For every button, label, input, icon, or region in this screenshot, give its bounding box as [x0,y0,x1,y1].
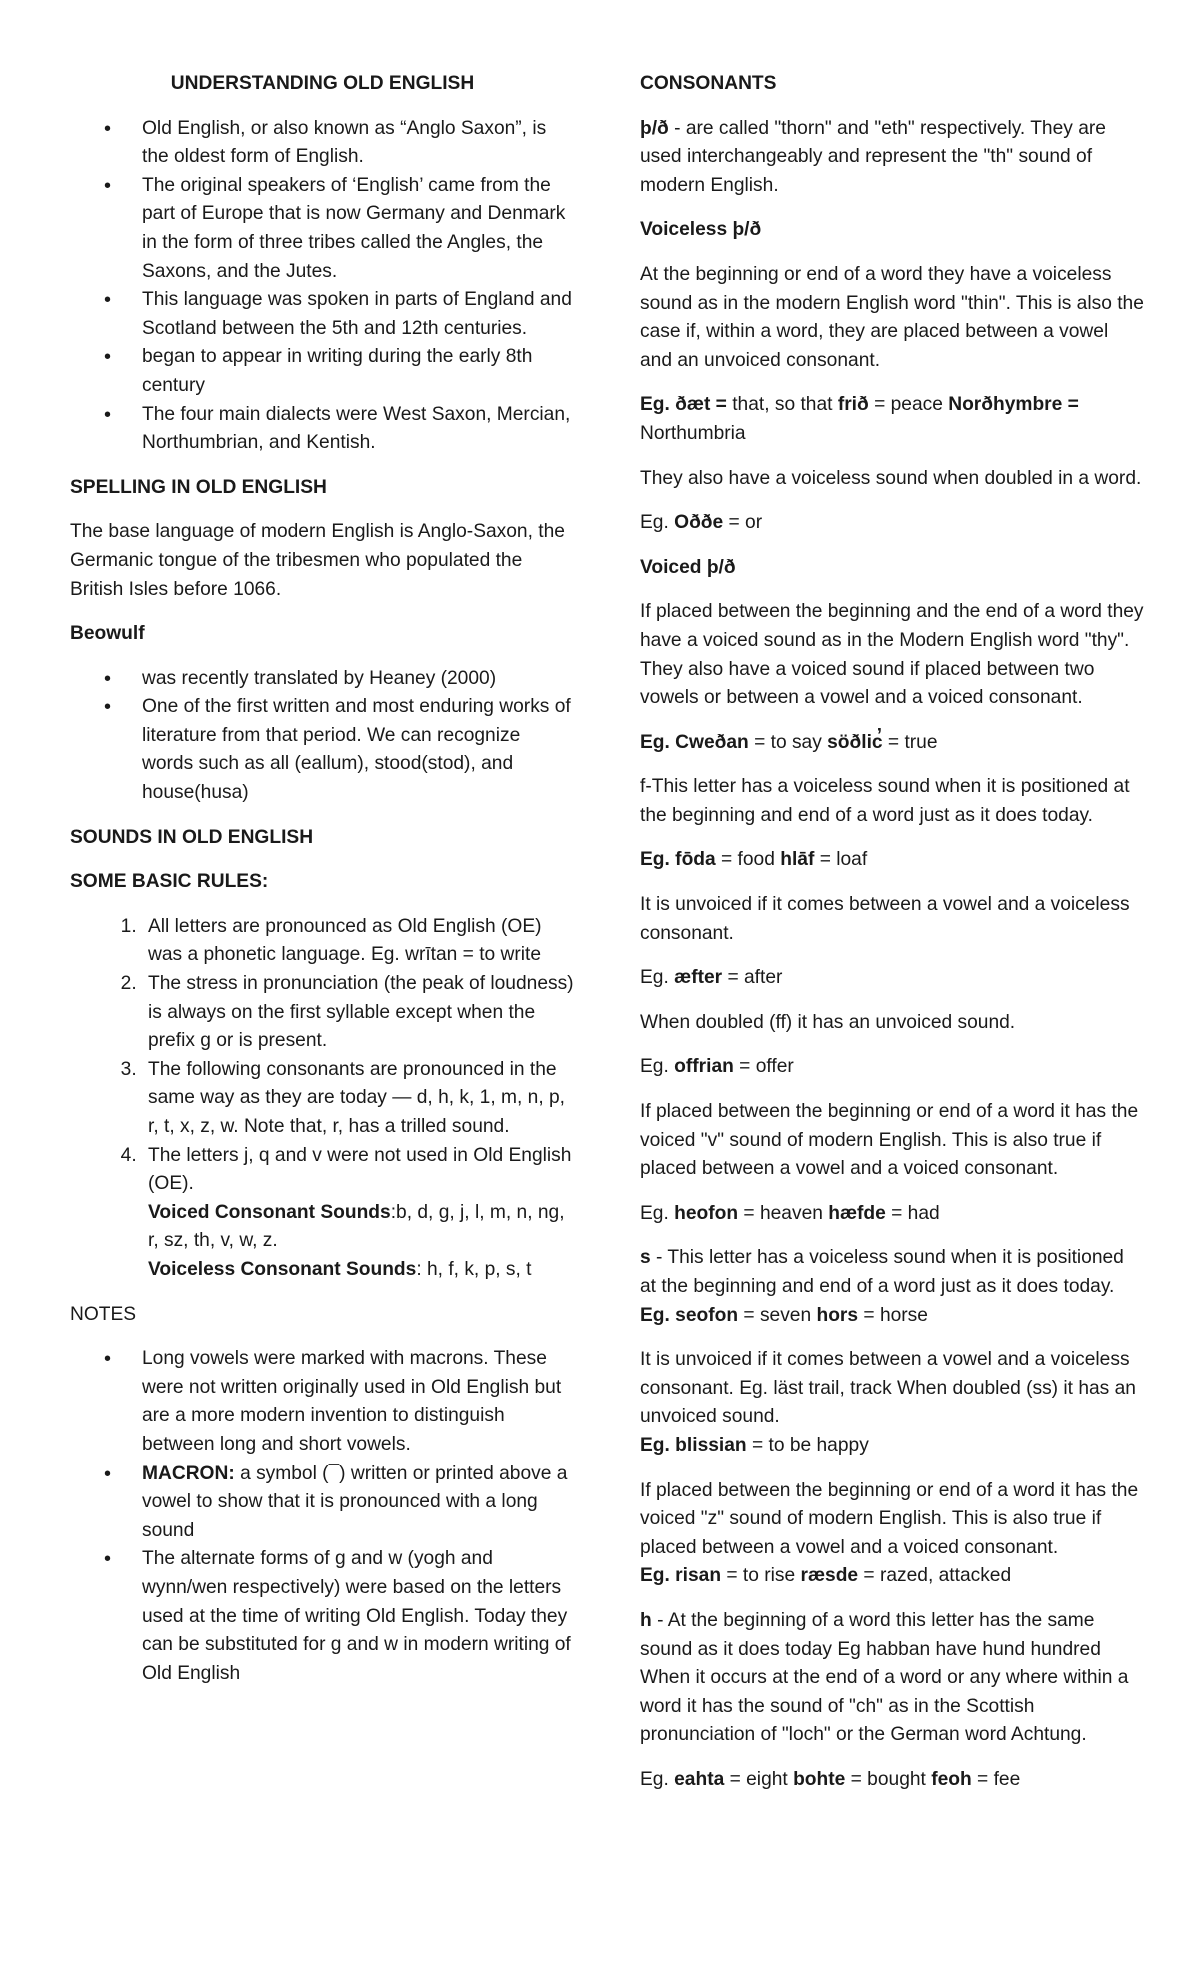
example-bold: heofon [674,1202,739,1224]
s-label: s [640,1247,651,1269]
s-unvoiced-text: It is unvoiced if it comes between a vowel and a voiceless consonant. Eg. läst trail, track When doubled (ss) it has an unvoiced sound. [640,1349,1136,1428]
page-title: UNDERSTANDING OLD ENGLISH [170,73,475,94]
spelling-paragraph: The base language of modern English is Anglo-Saxon, the Germanic tongue of the tribesmen who populated the British Isles before 1066. [70,521,565,600]
example-text: Eg. [640,1202,675,1224]
example-bold: offrian [674,1056,734,1078]
s-text: - This letter has a voiceless sound when it is positioned at the beginning and end of a word just as it does today. [640,1247,1124,1297]
doubled-paragraph: They also have a voiceless sound when doubled in a word. [640,467,1142,489]
example-text: = to say [748,731,828,753]
z-paragraph [640,1477,1145,1591]
list-item: • Old English, or also known as “Anglo Saxon”, is the oldest form of English. [142,115,575,172]
list-item: • One of the first written and most enduring works of literature from that period. We can recognize words such as all (eallum), stood(stod), and house(husa) [142,693,575,807]
example-text: = after [722,967,783,989]
example-bold: söðlic̓ [827,731,883,753]
example-text: Northumbria [640,422,746,444]
example-text: = heaven [738,1202,829,1224]
list-item: • began to appear in writing during the early 8th century [142,343,575,400]
notes-heading: NOTES [70,1303,137,1325]
example-text: = or [723,512,763,534]
example-line [640,846,1145,875]
spelling-heading: SPELLING IN OLD ENGLISH [70,476,327,498]
example-text: = peace [868,394,949,416]
ff-paragraph: When doubled (ff) it has an unvoiced sound. [640,1011,1016,1033]
example-line [640,1200,1145,1229]
list-item: • The four main dialects were West Saxon, Mercian, Northumbrian, and Kentish. [142,401,575,458]
voiced-heading: Voiced þ/ð [640,556,736,578]
example-line [640,509,1145,538]
rules-heading: SOME BASIC RULES: [70,871,269,893]
example-text: = offer [733,1056,794,1078]
example-text: that, so that [732,394,838,416]
example-text: = had [885,1202,940,1224]
f-paragraph: f-This letter has a voiceless sound when it is positioned at the beginning and end of a word just as it does today. [640,776,1130,826]
list-item: • The original speakers of ‘English’ came from the part of Europe that is now Germany and Denmark in the form of three tribes called the Angles, the Saxons, and the Jutes. [142,172,575,286]
example-bold: Eg. seofon [640,1304,739,1326]
example-bold: Eg. blissian [640,1434,747,1456]
example-text: = seven [738,1304,817,1326]
beowulf-heading: Beowulf [70,623,145,645]
voiceless-heading: Voiceless þ/ð [640,219,762,241]
example-text: Eg. [640,967,675,989]
list-item: • Long vowels were marked with macrons. These were not written originally used in Old English but are a more modern invention to distinguish between long and short vowels. [142,1345,575,1459]
rule-text: The letters j, q and v were not used in Old English (OE). [148,1144,572,1195]
voiced-consonants [148,1199,575,1256]
example-line [640,729,1145,758]
voiceless-paragraph: At the beginning or end of a word they have a voiceless sound as in the modern English word "thin". This is also the case if, within a word, they are placed between a vowel and an unvoiced consonant. [640,263,1144,371]
voiceless-list: : h, f, k, p, s, t [416,1258,532,1280]
list-item: • This language was spoken in parts of England and Scotland between the 5th and 12th centuries. [142,286,575,343]
thorn-paragraph [640,115,1145,201]
unvoiced-paragraph: It is unvoiced if it comes between a vowel and a voiceless consonant. [640,894,1130,944]
thorn-label: þ/ð [640,117,669,139]
example-line [640,391,1145,448]
voiced-label: Voiced Consonant Sounds [148,1201,391,1223]
rules-list [70,913,575,1285]
h-text: - At the beginning of a word this letter has the same sound as it does today Eg habban have hund hundred When it occurs at the end of a word or any where within a word it has the sound of "ch" as in the Scottish pronunciation of "loch" or the German word Achtung. [640,1609,1129,1746]
example-text: = true [882,731,938,753]
example-bold: hors [816,1304,859,1326]
example-bold: ræsde [800,1565,859,1587]
sounds-heading: SOUNDS IN OLD ENGLISH [70,826,314,848]
example-bold: hæfde [828,1202,886,1224]
s-paragraph [640,1244,1145,1330]
s-unvoiced-paragraph [640,1346,1145,1460]
h-paragraph [640,1607,1145,1750]
consonants-heading: CONSONANTS [640,73,777,94]
voiced-paragraph: If placed between the beginning and the end of a word they have a voiced sound as in the Modern English word "thy". They also have a voiced sound if placed between two vowels or between a vowel and a voiced consonant. [640,601,1144,709]
example-text: Eg. [640,1768,675,1790]
macron-label: MACRON: [142,1462,235,1484]
example-bold: hlāf [780,849,815,871]
example-text: Eg. [640,512,675,534]
example-bold: Eg. risan [640,1565,722,1587]
example-bold: Eg. fōda [640,849,716,871]
h-label: h [640,1609,652,1631]
list-item: 1. All letters are pronounced as Old English (OE) was a phonetic language. Eg. wrītan = to write [142,913,575,970]
example-bold: feoh [931,1768,972,1790]
example-text: = food [715,849,781,871]
right-column [640,70,1145,1811]
macron-text: a symbol (¯) written or printed above a vowel to show that it is pronounced with a long sound [142,1462,568,1541]
example-text: = bought [845,1768,932,1790]
example-bold: eahta [674,1768,725,1790]
list-item [142,1142,575,1285]
example-text: = razed, attacked [858,1565,1012,1587]
example-bold: Oððe [674,512,724,534]
example-bold: frið [837,394,869,416]
list-item: 3. The following consonants are pronounced in the same way as they are today — d, h, k, 1, m, n, p, r, t, x, z, w. Note that, r, has a trilled sound. [142,1056,575,1142]
example-text: = fee [971,1768,1021,1790]
example-bold: æfter [674,967,723,989]
v-paragraph: If placed between the beginning or end of a word it has the voiced "v" sound of modern English. This is also true if placed between a vowel and a voiced consonant. [640,1101,1139,1180]
list-item: • was recently translated by Heaney (2000) [142,665,575,694]
list-item [142,1460,575,1546]
example-text: = loaf [814,849,868,871]
thorn-text: - are called "thorn" and "eth" respectively. They are used interchangeably and represent the "th" sound of modern English. [640,117,1106,196]
example-bold: Eg. Cweðan [640,731,749,753]
beowulf-list [70,665,575,808]
voiced-list: :b, d, g, j, l, m, n, ng, r, sz, th, v, w, z. [148,1201,565,1252]
example-bold: bohte [793,1768,846,1790]
notes-list [70,1345,575,1688]
voiceless-label: Voiceless Consonant Sounds [148,1258,417,1280]
left-column [70,70,575,1704]
example-line [640,964,1145,993]
example-text: = to rise [721,1565,801,1587]
intro-list [70,115,575,458]
example-text: Eg. [640,1056,675,1078]
voiceless-consonants [148,1256,575,1285]
example-text: = horse [858,1304,928,1326]
example-line [640,1053,1145,1082]
example-bold: Eg. ðæt = [640,394,733,416]
list-item: • The alternate forms of g and w (yogh and wynn/wen respectively) were based on the letters used at the time of writing Old English. Today they can be substituted for g and w in modern writing of Old English [142,1545,575,1688]
example-bold: Norðhymbre = [948,394,1079,416]
example-text: = eight [724,1768,794,1790]
example-line [640,1766,1145,1795]
example-text: = to be happy [746,1434,869,1456]
list-item: 2. The stress in pronunciation (the peak of loudness) is always on the first syllable except when the prefix g or is present. [142,970,575,1056]
z-text: If placed between the beginning or end of a word it has the voiced "z" sound of modern English. This is also true if placed between a vowel and a voiced consonant. [640,1479,1139,1558]
